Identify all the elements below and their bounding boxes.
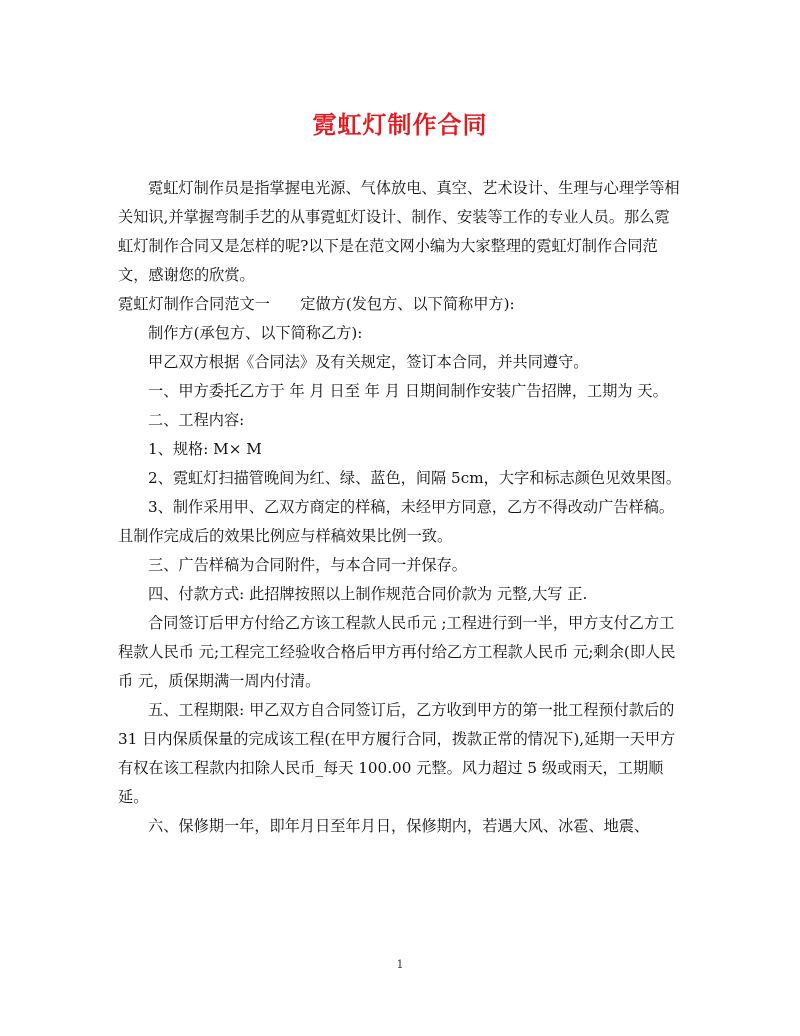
document-title: 霓虹灯制作合同	[312, 111, 488, 139]
paragraph-spec: 1、规格: M× M	[148, 440, 262, 458]
paragraph-clause-4: 四、付款方式: 此招牌按照以上制作规范合同价款为 元整,大写 正.	[148, 585, 588, 603]
page-number: 1	[396, 958, 404, 971]
paragraph-maker: 制作方(承包方、以下简称乙方):	[148, 324, 363, 342]
paragraph-clause-1: 一、甲方委托乙方于 年 月 日至 年 月 日期间制作安装广告招牌，工期为 天。	[148, 382, 668, 400]
paragraph-neon-colors: 2、霓虹灯扫描管晚间为红、绿、蓝色，间隔 5cm，大字和标志颜色见效果图。	[148, 469, 682, 487]
paragraph-clause-2: 二、工程内容:	[148, 411, 245, 429]
paragraph-clause-5: 五、工程期限: 甲乙双方自合同签订后，乙方收到甲方的第一批工程预付款后的 31 日内保质保量的完成该工程(在甲方履行合同，拨款正常的情况下),延期一天甲方有权在该工程款内扣除人民币_每天 100.00 元整。风力超过 5 级或雨天，工期顺延。	[118, 701, 676, 806]
paragraph-payment-schedule: 合同签订后甲方付给乙方该工程款人民币元 ;工程进行到一半，甲方支付乙方工程款人民币 元;工程完工经验收合格后甲方再付给乙方工程款人民币 元;剩余(即人民币 元，质保期满一周内付清。	[118, 614, 676, 690]
paragraph-agreement: 甲乙双方根据《合同法》及有关规定，签订本合同，并共同遵守。	[148, 353, 589, 371]
paragraph-intro: 霓虹灯制作员是指掌握电光源、气体放电、真空、艺术设计、生理与心理学等相关知识,并掌握弯制手艺的从事霓虹灯设计、制作、安装等工作的专业人员。那么霓虹灯制作合同又是怎样的呢?以下是在范文网小编为大家整理的霓虹灯制作合同范文，感谢您的欣赏。	[118, 179, 680, 284]
paragraph-sample-heading: 霓虹灯制作合同范文一 定做方(发包方、以下简称甲方):	[118, 295, 515, 313]
document-body	[118, 174, 684, 841]
paragraph-clause-3: 三、广告样稿为合同附件，与本合同一并保存。	[148, 556, 467, 574]
paragraph-sample-rule: 3、制作采用甲、乙双方商定的样稿，未经甲方同意，乙方不得改动广告样稿。且制作完成后的效果比例应与样稿效果比例一致。	[118, 498, 675, 545]
paragraph-clause-6: 六、保修期一年，即年月日至年月日，保修期内，若遇大风、冰雹、地震、	[148, 817, 650, 835]
